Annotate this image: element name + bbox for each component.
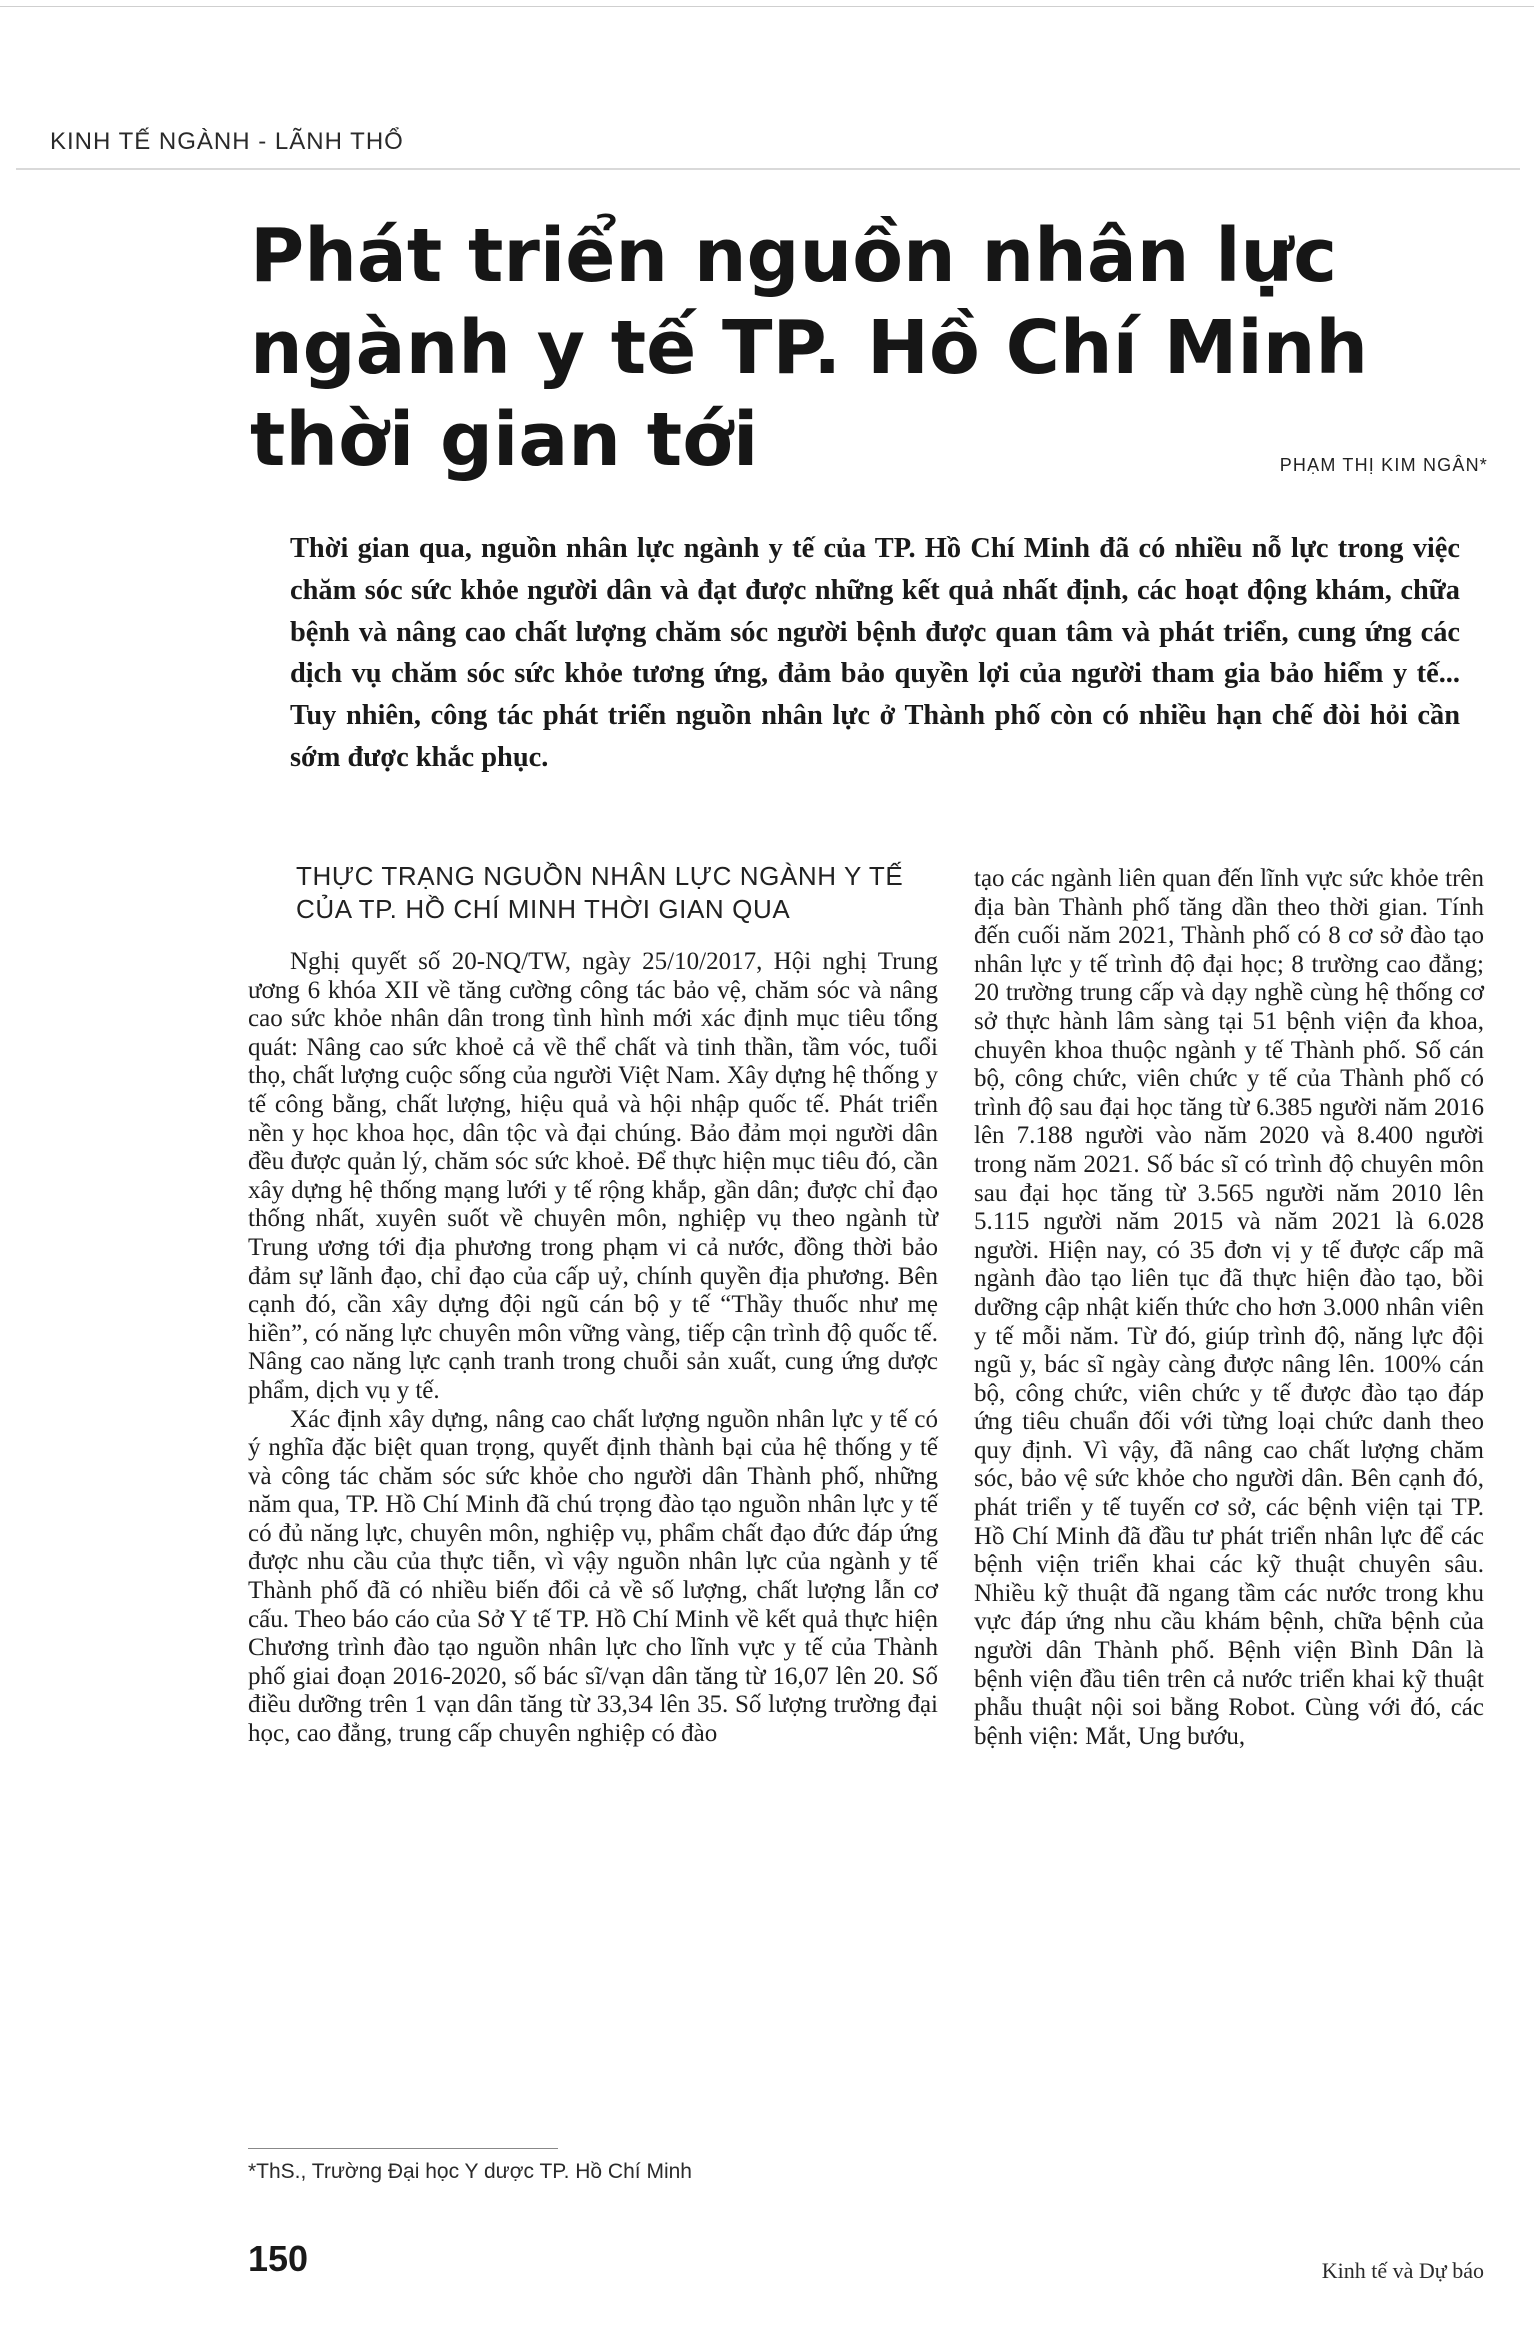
article-title: Phát triển nguồn nhân lực ngành y tế TP. Hồ Chí Minh thời gian tới [250, 213, 1369, 483]
footnote: *ThS., Trường Đại học Y dược TP. Hồ Chí Minh [248, 2160, 692, 2183]
top-rule [0, 6, 1534, 7]
left-column [248, 860, 938, 1749]
body-paragraph: tạo các ngành liên quan đến lĩnh vực sức khỏe trên địa bàn Thành phố tăng dần theo thời gian. Tính đến cuối năm 2021, Thành phố có 8 cơ sở đào tạo nhân lực y tế trình độ đại học; 8 trường cao đẳng; 20 trường trung cấp và dạy nghề cùng hệ thống cơ sở thực hành lâm sàng tại 51 bệnh viện đa khoa, chuyên khoa thuộc ngành y tế Thành phố. Số cán bộ, công chức, viên chức y tế của Thành phố có trình độ sau đại học tăng từ 6.385 người năm 2016 lên 7.188 người vào năm 2020 và 8.400 người trong năm 2021. Số bác sĩ có trình độ chuyên môn sau đại học tăng từ 3.565 người năm 2010 lên 5.115 người năm 2015 và năm 2021 là 6.028 người. Hiện nay, có 35 đơn vị y tế được cấp mã ngành đào tạo liên tục đã thực hiện đào tạo, bồi dưỡng cập nhật kiến thức cho hơn 3.000 nhân viên y tế mỗi năm. Từ đó, giúp trình độ, năng lực đội ngũ y, bác sĩ ngày càng được nâng lên. 100% cán bộ, công chức, viên chức y tế được đào tạo đáp ứng tiêu chuẩn đối với từng loại chức danh theo quy định. Vì vậy, đã nâng cao chất lượng chăm sóc, bảo vệ sức khỏe cho người dân. Bên cạnh đó, phát triển y tế tuyến cơ sở, các bệnh viện tại TP. Hồ Chí Minh đã đầu tư phát triển nhân lực để các bệnh viện triển khai các kỹ thuật chuyên sâu. Nhiều kỹ thuật đã ngang tầm các nước trong khu vực đáp ứng nhu cầu khám bệnh, chữa bệnh của người dân Thành phố. Bệnh viện Bình Dân là bệnh viện đầu tiên trên cả nước triển khai kỹ thuật phẫu thuật nội soi bằng Robot. Cùng với đó, các bệnh viện: Mắt, Ung bướu, [974, 865, 1484, 1750]
journal-name: Kinh tế và Dự báo [1321, 2258, 1484, 2283]
body-paragraph: Nghị quyết số 20-NQ/TW, ngày 25/10/2017, Hội nghị Trung ương 6 khóa XII về tăng cường công tác bảo vệ, chăm sóc và nâng cao sức khỏe nhân dân trong tình hình mới xác định mục tiêu tổng quát: Nâng cao sức khoẻ cả về thể chất và tinh thần, tầm vóc, tuổi thọ, chất lượng cuộc sống của người Việt Nam. Xây dựng hệ thống y tế công bằng, chất lượng, hiệu quả và hội nhập quốc tế. Phát triển nền y học khoa học, dân tộc và đại chúng. Bảo đảm mọi người dân đều được quản lý, chăm sóc sức khoẻ. Để thực hiện mục tiêu đó, cần xây dựng hệ thống mạng lưới y tế rộng khắp, gần dân; được chỉ đạo thống nhất, xuyên suốt về chuyên môn, nghiệp vụ theo ngành từ Trung ương tới địa phương trong phạm vi cả nước, đồng thời bảo đảm sự lãnh đạo, chỉ đạo của cấp uỷ, chính quyền địa phương. Bên cạnh đó, cần xây dựng đội ngũ cán bộ y tế “Thầy thuốc như mẹ hiền”, có năng lực chuyên môn vững vàng, tiếp cận trình độ quốc tế. Nâng cao năng lực cạnh tranh trong chuỗi sản xuất, cung ứng dược phẩm, dịch vụ y tế. [248, 948, 938, 1404]
section-divider [16, 168, 1520, 170]
section-heading: THỰC TRẠNG NGUỒN NHÂN LỰC NGÀNH Y TẾ CỦA TP. HỒ CHÍ MINH THỜI GIAN QUA [296, 861, 904, 924]
page-number: 150 [248, 2238, 309, 2279]
right-column [974, 865, 1484, 1751]
section-label: KINH TẾ NGÀNH - LÃNH THỔ [50, 128, 404, 155]
author-name: PHẠM THỊ KIM NGÂN* [1279, 455, 1488, 475]
footnote-divider [248, 2148, 558, 2149]
body-paragraph: Xác định xây dựng, nâng cao chất lượng nguồn nhân lực y tế có ý nghĩa đặc biệt quan trọng, quyết định thành bại của hệ thống y tế và công tác chăm sóc sức khỏe cho người dân Thành phố, những năm qua, TP. Hồ Chí Minh đã chú trọng đào tạo nguồn nhân lực y tế có đủ năng lực, chuyên môn, nghiệp vụ, phẩm chất đạo đức đáp ứng được nhu cầu của thực tiễn, vì vậy nguồn nhân lực của ngành y tế Thành phố đã có nhiều biến đổi cả về số lượng, chất lượng lẫn cơ cấu. Theo báo cáo của Sở Y tế TP. Hồ Chí Minh về kết quả thực hiện Chương trình đào tạo nguồn nhân lực cho lĩnh vực y tế của Thành phố giai đoạn 2016-2020, số bác sĩ/vạn dân tăng từ 16,07 lên 20. Số điều dưỡng trên 1 vạn dân tăng từ 33,34 lên 35. Số lượng trường đại học, cao đẳng, trung cấp chuyên nghiệp có đào [248, 1405, 938, 1748]
abstract: Thời gian qua, nguồn nhân lực ngành y tế của TP. Hồ Chí Minh đã có nhiều nỗ lực trong việc chăm sóc sức khỏe người dân và đạt được những kết quả nhất định, các hoạt động khám, chữa bệnh và nâng cao chất lượng chăm sóc người bệnh được quan tâm và phát triển, cung ứng các dịch vụ chăm sóc sức khỏe tương ứng, đảm bảo quyền lợi của người tham gia bảo hiểm y tế... Tuy nhiên, công tác phát triển nguồn nhân lực ở Thành phố còn có nhiều hạn chế đòi hỏi cần sớm được khắc phục. [290, 533, 1460, 773]
